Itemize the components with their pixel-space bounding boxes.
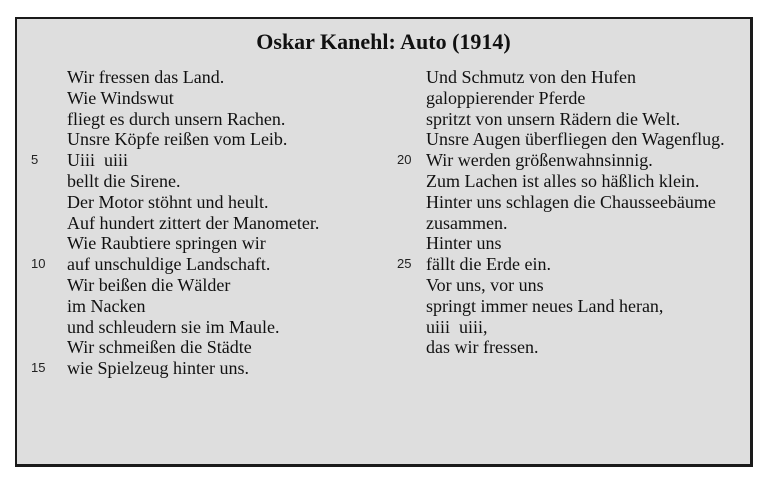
poem-box <box>15 17 753 467</box>
line-text: Uiii uiii <box>67 150 129 171</box>
line-text: uiii uiii, <box>426 316 488 337</box>
verse-line <box>17 254 377 275</box>
verse-line <box>377 296 752 317</box>
line-text: auf unschuldige Landschaft. <box>67 254 271 275</box>
verse-line <box>377 254 752 275</box>
verse-line <box>17 213 377 234</box>
line-text: Wir schmeißen die Städte <box>67 337 252 358</box>
line-text: Hinter uns <box>426 233 502 254</box>
line-text: galoppierender Pferde <box>426 87 586 108</box>
verse-line <box>17 317 377 338</box>
line-text: Wie Raubtiere springen wir <box>67 233 266 254</box>
verse-line <box>17 358 377 379</box>
line-text: Auf hundert zittert der Manometer. <box>67 212 320 233</box>
verse-line <box>377 150 752 171</box>
line-text: und schleudern sie im Maule. <box>67 316 280 337</box>
line-text: fällt die Erde ein. <box>426 254 551 275</box>
line-text: Zum Lachen ist alles so häßlich klein. <box>426 170 700 191</box>
verse-line <box>377 233 752 254</box>
verse-line <box>17 171 377 192</box>
line-text: Wir beißen die Wälder <box>67 274 231 295</box>
verse-line <box>377 275 752 296</box>
line-text: im Nacken <box>67 295 146 316</box>
line-text: Wir fressen das Land. <box>67 67 225 87</box>
line-number: 10 <box>31 256 46 272</box>
verse-line <box>17 192 377 213</box>
line-text: wie Spielzeug hinter uns. <box>67 358 249 379</box>
verse-line <box>377 67 752 88</box>
verse-line <box>17 296 377 317</box>
verse-line <box>377 317 752 338</box>
verse-line <box>17 233 377 254</box>
line-number: 5 <box>31 152 39 168</box>
verse-line <box>17 150 377 171</box>
line-text: das wir fressen. <box>426 337 539 358</box>
verse-line <box>377 129 752 150</box>
line-text: Und Schmutz von den Hufen <box>426 67 636 87</box>
line-text: Hinter uns schlagen die Chausseebäume <box>426 191 716 212</box>
poem-title: Oskar Kanehl: Auto (1914) <box>256 29 511 54</box>
verse-line <box>377 192 752 213</box>
verse-line <box>377 109 752 130</box>
left-column <box>17 67 377 379</box>
verse-line <box>17 337 377 358</box>
line-text: Unsre Köpfe reißen vom Leib. <box>67 129 288 150</box>
line-text: Der Motor stöhnt und heult. <box>67 191 269 212</box>
verse-line <box>377 337 752 358</box>
line-text: Unsre Augen überfliegen den Wagenflug. <box>426 129 725 150</box>
verse-line <box>377 88 752 109</box>
verse-line <box>17 109 377 130</box>
line-number: 25 <box>397 256 412 272</box>
line-text: Wie Windswut <box>67 87 174 108</box>
line-text: fliegt es durch unsern Rachen. <box>67 108 286 129</box>
verse-line <box>17 67 377 88</box>
line-number: 20 <box>397 152 412 168</box>
line-text: Wir werden größenwahnsinnig. <box>426 150 653 171</box>
verse-line <box>377 171 752 192</box>
line-text: bellt die Sirene. <box>67 170 181 191</box>
line-text: zusammen. <box>426 212 508 233</box>
line-text: spritzt von unsern Rädern die Welt. <box>426 108 681 129</box>
verse-line <box>17 88 377 109</box>
verse-line <box>377 213 752 234</box>
verse-line <box>17 275 377 296</box>
verse-line <box>17 129 377 150</box>
line-text: Vor uns, vor uns <box>426 274 544 295</box>
line-text: springt immer neues Land heran, <box>426 295 664 316</box>
right-column <box>377 67 752 358</box>
line-number: 15 <box>31 360 46 376</box>
